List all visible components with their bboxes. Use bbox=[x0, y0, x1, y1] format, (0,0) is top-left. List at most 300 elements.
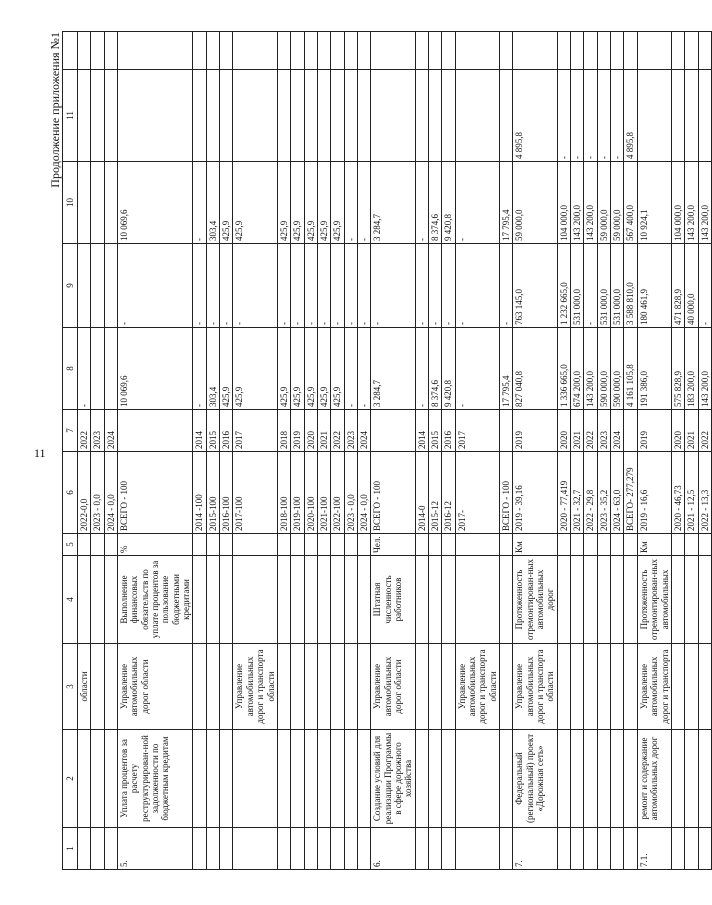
appendix-subtitle: Продолжение приложения №1 bbox=[48, 32, 62, 188]
table-cell: 303,4 bbox=[206, 162, 219, 244]
table-cell: 531 000,0 bbox=[611, 244, 624, 328]
table-cell: 3 284,7 bbox=[371, 328, 415, 410]
table-cell: 2021 bbox=[317, 410, 330, 452]
table-cell bbox=[357, 828, 370, 870]
table-cell: 2023 bbox=[91, 410, 104, 452]
table-cell bbox=[233, 730, 277, 828]
table-row bbox=[671, 32, 684, 870]
table-cell bbox=[584, 828, 597, 870]
table-cell bbox=[597, 644, 610, 730]
table-cell bbox=[104, 32, 117, 70]
table-cell bbox=[331, 556, 344, 644]
table-cell: - bbox=[455, 328, 499, 410]
table-cell bbox=[611, 534, 624, 556]
table-cell: Федеральный (региональный) проект «Дорожная сеть» bbox=[513, 730, 557, 828]
table-cell: 4 895,8 bbox=[624, 70, 637, 162]
table-cell bbox=[277, 644, 290, 730]
table-row bbox=[584, 32, 597, 870]
table-cell: - bbox=[277, 244, 290, 328]
table-cell bbox=[500, 70, 513, 162]
table-cell bbox=[624, 730, 637, 828]
table-cell: - bbox=[415, 328, 428, 410]
table-cell: 2024 - 0,0 bbox=[104, 452, 117, 534]
table-cell bbox=[78, 534, 91, 556]
table-row bbox=[220, 32, 233, 870]
table-cell bbox=[277, 32, 290, 70]
table-cell: 2014 bbox=[415, 410, 428, 452]
table-cell: - bbox=[344, 162, 357, 244]
table-cell bbox=[371, 32, 415, 70]
table-cell bbox=[371, 70, 415, 162]
table-cell bbox=[624, 32, 637, 70]
col-number: 11 bbox=[63, 70, 78, 162]
table-cell: 2017- bbox=[455, 452, 499, 534]
table-cell bbox=[104, 162, 117, 244]
table-cell bbox=[415, 644, 428, 730]
table-cell: 2020 bbox=[557, 410, 570, 452]
table-cell bbox=[91, 828, 104, 870]
table-cell bbox=[91, 644, 104, 730]
table-cell bbox=[193, 730, 206, 828]
rotated-page bbox=[48, 30, 710, 870]
table-row bbox=[206, 32, 219, 870]
table-cell bbox=[584, 730, 597, 828]
table-cell bbox=[206, 556, 219, 644]
table-cell bbox=[331, 828, 344, 870]
table-cell bbox=[597, 534, 610, 556]
table-cell bbox=[455, 556, 499, 644]
table-cell bbox=[442, 70, 455, 162]
table-cell: 143 200,0 bbox=[584, 162, 597, 244]
table-cell bbox=[557, 32, 570, 70]
table-cell: Управление автомобильных дорог и транспорта области bbox=[513, 644, 557, 730]
table-cell bbox=[78, 162, 91, 244]
table-row bbox=[104, 32, 117, 870]
table-cell: - bbox=[220, 244, 233, 328]
table-cell: 5. bbox=[118, 828, 193, 870]
table-cell: Км bbox=[637, 534, 671, 556]
table-cell: 425,9 bbox=[331, 162, 344, 244]
table-cell bbox=[500, 32, 513, 70]
table-cell: 10 924,1 bbox=[637, 162, 671, 244]
table-cell: 17 795,4 bbox=[500, 328, 513, 410]
table-cell: ВСЕГО - 100 bbox=[118, 452, 193, 534]
table-row bbox=[193, 32, 206, 870]
table-cell bbox=[500, 534, 513, 556]
table-cell bbox=[104, 644, 117, 730]
table-cell bbox=[685, 32, 698, 70]
table-cell bbox=[584, 534, 597, 556]
table-cell bbox=[442, 828, 455, 870]
table-cell bbox=[371, 410, 415, 452]
table-cell bbox=[442, 556, 455, 644]
table-cell bbox=[304, 730, 317, 828]
table-cell bbox=[220, 556, 233, 644]
table-cell: 2015 bbox=[206, 410, 219, 452]
col-number: 9 bbox=[63, 244, 78, 328]
table-cell bbox=[344, 32, 357, 70]
table-cell bbox=[597, 730, 610, 828]
table-cell bbox=[206, 644, 219, 730]
table-cell: - bbox=[206, 244, 219, 328]
table-row bbox=[331, 32, 344, 870]
table-cell: 2019-100 bbox=[291, 452, 304, 534]
table-cell bbox=[415, 32, 428, 70]
table-cell bbox=[357, 534, 370, 556]
table-cell bbox=[206, 730, 219, 828]
table-cell bbox=[698, 644, 711, 730]
table-cell bbox=[317, 644, 330, 730]
table-cell bbox=[624, 534, 637, 556]
table-cell: 4 895,8 bbox=[513, 70, 557, 162]
col-number: 10 bbox=[63, 162, 78, 244]
table-cell bbox=[91, 162, 104, 244]
table-cell bbox=[455, 828, 499, 870]
table-cell bbox=[624, 410, 637, 452]
table-cell: 143 200,0 bbox=[698, 162, 711, 244]
table-row bbox=[513, 32, 557, 870]
table-cell bbox=[304, 70, 317, 162]
table-cell bbox=[220, 70, 233, 162]
table-cell: 2022 bbox=[78, 410, 91, 452]
table-cell bbox=[317, 730, 330, 828]
table-cell bbox=[291, 556, 304, 644]
table-cell: 2020 - 46,73 bbox=[671, 452, 684, 534]
table-cell bbox=[233, 70, 277, 162]
table-cell bbox=[624, 644, 637, 730]
table-row bbox=[291, 32, 304, 870]
table-cell bbox=[193, 828, 206, 870]
table-cell bbox=[78, 70, 91, 162]
table-cell: 2019 - 16,6 bbox=[637, 452, 671, 534]
table-cell: 2023 - 0,0 bbox=[91, 452, 104, 534]
table-cell: 2019 bbox=[513, 410, 557, 452]
table-cell bbox=[415, 828, 428, 870]
table-cell: 17 795,4 bbox=[500, 162, 513, 244]
table-cell bbox=[91, 70, 104, 162]
table-cell bbox=[428, 70, 441, 162]
table-cell bbox=[291, 828, 304, 870]
table-row bbox=[233, 32, 277, 870]
col-number: 5 bbox=[63, 534, 78, 556]
table-cell bbox=[428, 828, 441, 870]
table-cell: 2017 bbox=[455, 410, 499, 452]
table-cell bbox=[277, 828, 290, 870]
table-cell bbox=[442, 534, 455, 556]
table-cell bbox=[415, 730, 428, 828]
table-cell: 2017-100 bbox=[233, 452, 277, 534]
table-cell bbox=[671, 32, 684, 70]
table-cell: ВСЕГО - 100 bbox=[500, 452, 513, 534]
table-cell bbox=[220, 644, 233, 730]
table-cell: 40 000,0 bbox=[685, 244, 698, 328]
table-cell: 1 336 665,0 bbox=[557, 328, 570, 410]
table-cell: - bbox=[698, 244, 711, 328]
table-cell: - bbox=[584, 70, 597, 162]
table-cell bbox=[500, 730, 513, 828]
table-row bbox=[500, 32, 513, 870]
table-cell bbox=[571, 828, 584, 870]
table-cell: Км bbox=[513, 534, 557, 556]
table-cell bbox=[671, 730, 684, 828]
table-cell: 425,9 bbox=[317, 328, 330, 410]
table-cell bbox=[685, 644, 698, 730]
table-cell: - bbox=[291, 244, 304, 328]
table-cell: - bbox=[357, 328, 370, 410]
table-cell: 425,9 bbox=[233, 328, 277, 410]
table-cell: 59 000,0 bbox=[513, 162, 557, 244]
table-row bbox=[371, 32, 415, 870]
table-cell: 763 145,0 bbox=[513, 244, 557, 328]
table-cell: - bbox=[317, 244, 330, 328]
table-cell bbox=[206, 32, 219, 70]
table-cell bbox=[331, 32, 344, 70]
table-cell: 2016 bbox=[220, 410, 233, 452]
table-cell bbox=[611, 644, 624, 730]
table-cell: 2024 bbox=[611, 410, 624, 452]
table-cell bbox=[455, 534, 499, 556]
table-cell bbox=[91, 730, 104, 828]
table-cell bbox=[344, 828, 357, 870]
table-cell: ремонт и содержание автомобильных дорог bbox=[637, 730, 671, 828]
page-number: 11 bbox=[34, 446, 46, 460]
table-cell: 590 000,0 bbox=[597, 328, 610, 410]
table-cell: 2014-0 bbox=[415, 452, 428, 534]
table-cell bbox=[78, 556, 91, 644]
table-cell: 8 374,6 bbox=[428, 328, 441, 410]
table-cell: - bbox=[304, 244, 317, 328]
table-cell bbox=[415, 534, 428, 556]
table-cell bbox=[671, 70, 684, 162]
table-cell: - bbox=[571, 70, 584, 162]
table-cell bbox=[597, 32, 610, 70]
table-cell bbox=[317, 828, 330, 870]
table-cell: 180 461,9 bbox=[637, 244, 671, 328]
table-cell: Чел. bbox=[371, 534, 415, 556]
col-blank bbox=[63, 32, 78, 70]
table-cell: - bbox=[455, 162, 499, 244]
table-cell bbox=[415, 556, 428, 644]
table-cell bbox=[291, 32, 304, 70]
table-cell bbox=[637, 32, 671, 70]
table-cell bbox=[220, 32, 233, 70]
table-cell bbox=[91, 328, 104, 410]
table-cell: 674 200,0 bbox=[571, 328, 584, 410]
table-cell bbox=[233, 556, 277, 644]
table-cell: Уплата процентов за расчету реструктурирован-ной задолженности по бюджетным кредитам bbox=[118, 730, 193, 828]
table-cell bbox=[277, 556, 290, 644]
table-cell: 2024 bbox=[104, 410, 117, 452]
table-cell bbox=[233, 828, 277, 870]
table-cell bbox=[698, 32, 711, 70]
table-cell bbox=[557, 556, 570, 644]
table-cell bbox=[331, 644, 344, 730]
table-cell: 2021 - 32,7 bbox=[571, 452, 584, 534]
table-row bbox=[118, 32, 193, 870]
table-cell: 2020 bbox=[671, 410, 684, 452]
table-cell: - bbox=[193, 162, 206, 244]
table-cell: 2021 - 12,5 bbox=[685, 452, 698, 534]
table-cell bbox=[500, 410, 513, 452]
table-cell bbox=[331, 70, 344, 162]
table-cell: 2015-12 bbox=[428, 452, 441, 534]
table-cell: 590 000,0 bbox=[611, 328, 624, 410]
table-cell: 7. bbox=[513, 828, 557, 870]
table-row bbox=[428, 32, 441, 870]
table-cell: 2022 bbox=[584, 410, 597, 452]
table-cell bbox=[571, 644, 584, 730]
table-cell: 425,9 bbox=[317, 162, 330, 244]
table-cell: - bbox=[193, 244, 206, 328]
table-cell: - bbox=[357, 244, 370, 328]
table-cell bbox=[428, 556, 441, 644]
table-cell: 10 069,6 bbox=[118, 328, 193, 410]
table-cell: - bbox=[442, 244, 455, 328]
table-cell: - bbox=[344, 328, 357, 410]
table-row bbox=[611, 32, 624, 870]
table-cell bbox=[571, 534, 584, 556]
table-cell bbox=[584, 32, 597, 70]
table-cell bbox=[291, 644, 304, 730]
table-row bbox=[624, 32, 637, 870]
table-cell bbox=[671, 534, 684, 556]
table-cell bbox=[415, 70, 428, 162]
table-cell bbox=[104, 730, 117, 828]
table-cell bbox=[304, 556, 317, 644]
table-cell bbox=[344, 644, 357, 730]
table-cell bbox=[671, 644, 684, 730]
table-cell bbox=[571, 556, 584, 644]
table-cell: 2020 bbox=[304, 410, 317, 452]
table-cell bbox=[104, 328, 117, 410]
table-cell: 2022 - 29,8 bbox=[584, 452, 597, 534]
table-cell: 1 232 665,0 bbox=[557, 244, 570, 328]
table-row bbox=[357, 32, 370, 870]
table-cell bbox=[277, 534, 290, 556]
table-cell: области bbox=[78, 644, 91, 730]
table-cell: 303,4 bbox=[206, 328, 219, 410]
table-cell bbox=[671, 828, 684, 870]
table-cell bbox=[455, 70, 499, 162]
table-cell bbox=[685, 70, 698, 162]
table-cell bbox=[357, 32, 370, 70]
table-cell: 2024 bbox=[357, 410, 370, 452]
table-cell: 425,9 bbox=[277, 328, 290, 410]
table-cell bbox=[344, 70, 357, 162]
table-cell: 2016-100 bbox=[220, 452, 233, 534]
table-cell: % bbox=[118, 534, 193, 556]
table-cell: 2022 bbox=[331, 410, 344, 452]
table-cell bbox=[344, 730, 357, 828]
table-cell: 471 828,9 bbox=[671, 244, 684, 328]
table-cell: 2018-100 bbox=[277, 452, 290, 534]
table-cell: 2016-12 bbox=[442, 452, 455, 534]
col-number: 7 bbox=[63, 410, 78, 452]
table-cell bbox=[357, 70, 370, 162]
table-cell: 3 284,7 bbox=[371, 162, 415, 244]
table-cell bbox=[637, 70, 671, 162]
table-cell: 2022-100 bbox=[331, 452, 344, 534]
table-cell bbox=[597, 556, 610, 644]
table-cell: Управление автомобильных дорог области bbox=[371, 644, 415, 730]
table-cell: - bbox=[500, 244, 513, 328]
table-cell bbox=[685, 730, 698, 828]
table-cell bbox=[428, 32, 441, 70]
table-row bbox=[698, 32, 711, 870]
table-row bbox=[304, 32, 317, 870]
table-cell bbox=[317, 32, 330, 70]
table-cell bbox=[442, 644, 455, 730]
table-row bbox=[455, 32, 499, 870]
table-cell bbox=[118, 410, 193, 452]
table-cell bbox=[611, 32, 624, 70]
table-cell bbox=[78, 828, 91, 870]
table-cell: 2016 bbox=[442, 410, 455, 452]
table-cell bbox=[557, 534, 570, 556]
table-cell bbox=[220, 534, 233, 556]
table-cell: 2015-100 bbox=[206, 452, 219, 534]
table-cell bbox=[118, 32, 193, 70]
table-cell: 2017 bbox=[233, 410, 277, 452]
table-cell bbox=[304, 644, 317, 730]
table-cell: Протяженность отремонтирован-ных автомобильных bbox=[637, 556, 671, 644]
table-cell bbox=[118, 70, 193, 162]
table-cell bbox=[277, 730, 290, 828]
table-cell bbox=[104, 828, 117, 870]
table-cell: 59 000,0 bbox=[597, 162, 610, 244]
table-row bbox=[442, 32, 455, 870]
table-cell bbox=[193, 556, 206, 644]
table-cell: 2021-100 bbox=[317, 452, 330, 534]
table-cell: 2018 bbox=[277, 410, 290, 452]
table-cell: 191 386,0 bbox=[637, 328, 671, 410]
table-cell bbox=[571, 32, 584, 70]
table-cell bbox=[193, 534, 206, 556]
table-cell: 2023 - 35,2 bbox=[597, 452, 610, 534]
table-row bbox=[637, 32, 671, 870]
table-row bbox=[317, 32, 330, 870]
table-cell: - bbox=[233, 244, 277, 328]
table-row bbox=[415, 32, 428, 870]
table-cell: 3 588 810,0 bbox=[624, 244, 637, 328]
table-cell: 104 000,0 bbox=[671, 162, 684, 244]
table-row bbox=[78, 32, 91, 870]
table-cell: 2015 bbox=[428, 410, 441, 452]
table-cell bbox=[584, 644, 597, 730]
table-cell bbox=[344, 534, 357, 556]
table-cell: - bbox=[118, 244, 193, 328]
table-cell: - bbox=[455, 244, 499, 328]
table-cell bbox=[78, 32, 91, 70]
table-cell bbox=[557, 828, 570, 870]
table-cell bbox=[104, 70, 117, 162]
table-cell: 6. bbox=[371, 828, 415, 870]
table-cell: Управление автомобильных дорог и транспорта bbox=[637, 644, 671, 730]
column-number-header bbox=[63, 32, 78, 870]
table-cell bbox=[78, 244, 91, 328]
table-cell: - bbox=[357, 162, 370, 244]
table-cell bbox=[104, 534, 117, 556]
table-cell: 2022 bbox=[698, 410, 711, 452]
table-cell: Управление автомобильных дорог и транспорта области bbox=[233, 644, 277, 730]
table-cell bbox=[91, 32, 104, 70]
table-cell bbox=[193, 32, 206, 70]
table-cell bbox=[193, 644, 206, 730]
table-cell: 2014 bbox=[193, 410, 206, 452]
table-cell: 425,9 bbox=[304, 328, 317, 410]
table-cell: ВСЕГО- 277,279 bbox=[624, 452, 637, 534]
table-cell bbox=[611, 730, 624, 828]
